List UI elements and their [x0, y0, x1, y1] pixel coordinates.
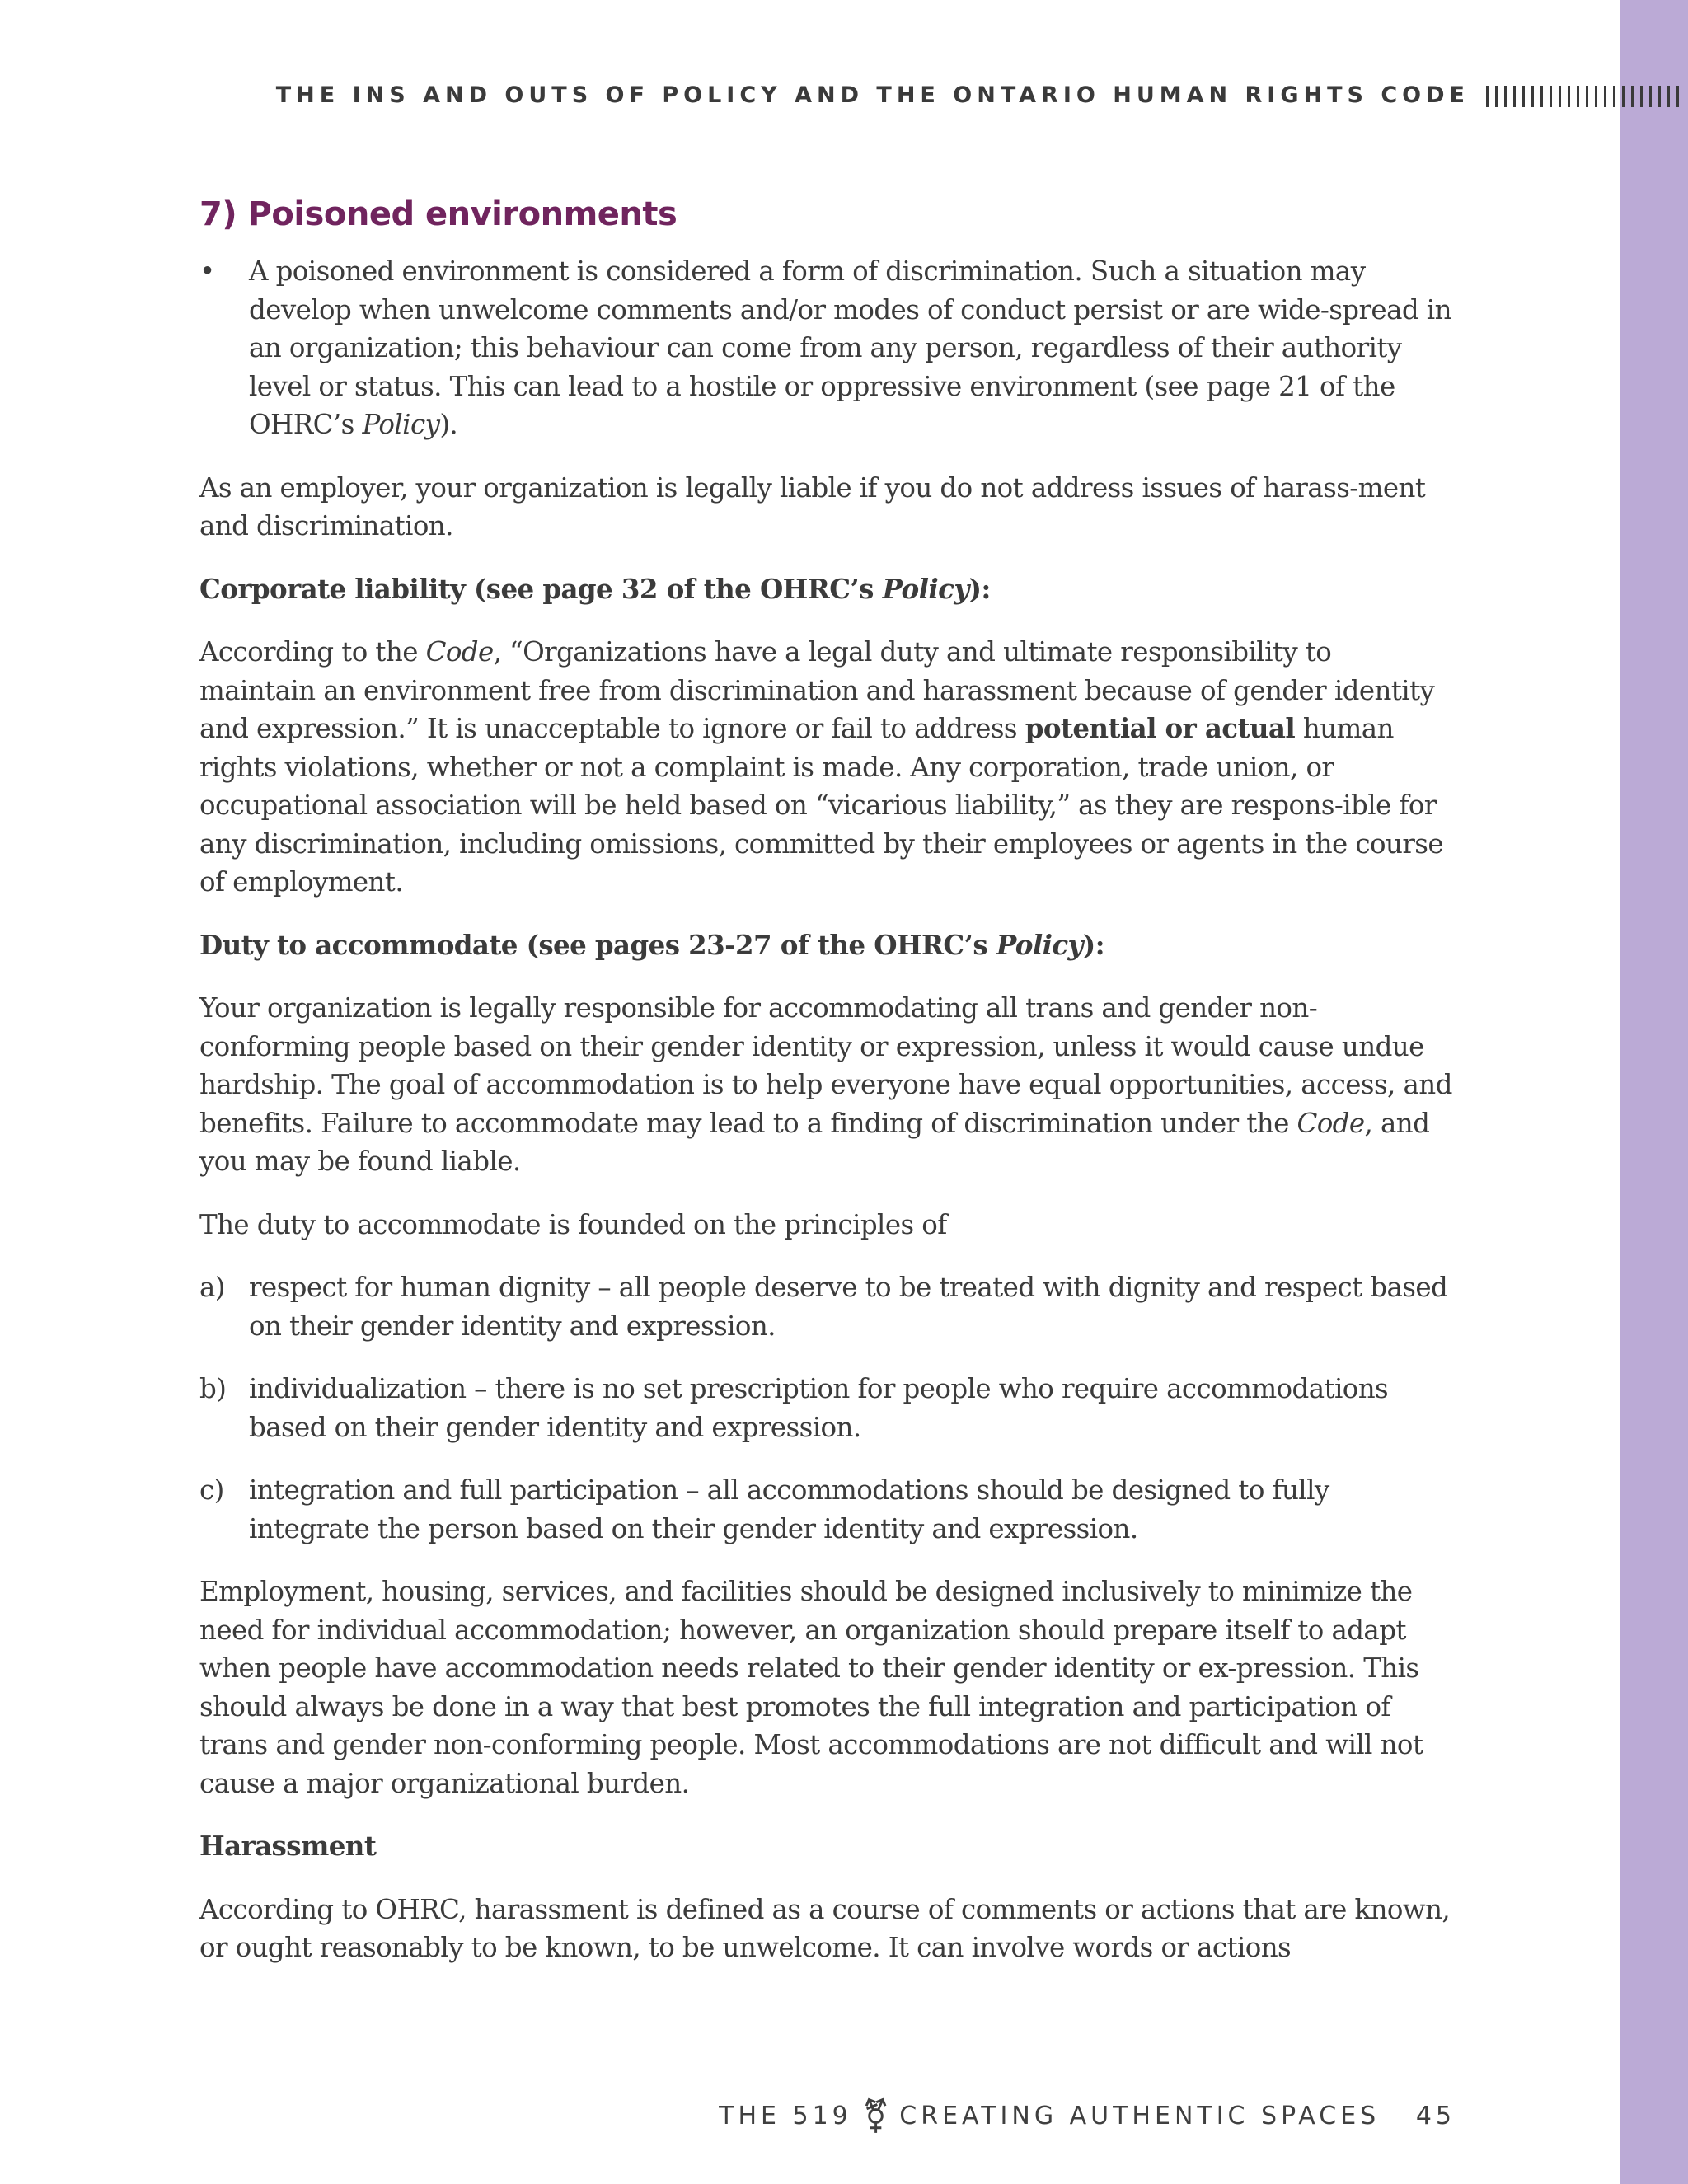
heading-duty-end: ): — [1082, 928, 1105, 961]
header-tick-marks — [1486, 86, 1684, 107]
paragraph-employment-inclusive: Employment, housing, services, and facilities should be designed inclusively to minimize the need for individual accommodation; however, an organization should prepare itself to adapt when people have accommodation needs related to their gender identity or ex-pression. This should always be done in a way that best promotes the full integration and participation of trans and gender non-conforming people. Most accommodations are not difficult and will not cause a major organizational burden. — [199, 1576, 1423, 1799]
list-item-text: respect for human dignity – all people deserve to be treated with dignity and respect based on their gender identity and expression. — [249, 1272, 1448, 1342]
corporate-text-a: According to the — [199, 636, 426, 668]
policy-italic: Policy — [996, 928, 1083, 961]
running-header: THE INS AND OUTS OF POLICY AND THE ONTARIO HUMAN RIGHTS CODE — [275, 82, 1470, 108]
bullet-text-end: ). — [439, 409, 458, 440]
code-italic: Code — [1296, 1107, 1365, 1139]
heading-duty-text: Duty to accommodate (see pages 23-27 of the OHRC’s — [199, 928, 996, 961]
policy-italic: Policy — [362, 409, 440, 440]
page-footer — [719, 2097, 1456, 2135]
corporate-bold: potential or actual — [1025, 712, 1296, 744]
footer-org: THE 519 — [719, 2102, 852, 2130]
paragraph-corporate-liability — [199, 633, 1452, 902]
paragraph-principles-intro: The duty to accommodate is founded on the principles of — [199, 1208, 947, 1240]
list-item — [199, 1370, 1452, 1446]
heading-corporate-liability — [199, 570, 1452, 609]
duty-text-b: , and you may be found liable. — [199, 1107, 1430, 1177]
corporate-text-b: , “Organizations have a legal duty and ultimate responsibility to maintain an environment free from discrimination and harassment because of gender identity and expression.” It is unacceptable to ignore or fail to address — [199, 636, 1435, 744]
heading-corporate-text: Corporate liability (see page 32 of the OHRC’s — [199, 572, 883, 605]
paragraph-duty-to-accommodate — [199, 989, 1452, 1181]
duty-text-a: Your organization is legally responsible for accommodating all trans and gender non-conforming people based on their gender identity or expression, unless it would cause undue hardship. The goal of accommodation is to help everyone have equal opportunities, access, and benefits. Failure to accommodate may lead to a finding of discrimination under the — [199, 992, 1452, 1139]
heading-harassment: Harassment — [199, 1830, 377, 1862]
page-number: 45 — [1415, 2102, 1456, 2130]
list-item — [199, 1471, 1452, 1548]
paragraph-harassment: According to OHRC, harassment is defined as a course of comments or actions that are known, or ought reasonably to be known, to be unwelcome. It can involve words or actions — [199, 1893, 1451, 1963]
list-item — [199, 1268, 1452, 1345]
list-item-text: integration and full participation – all accommodations should be designed to fully integrate the person based on their gender identity and expression. — [249, 1474, 1329, 1544]
corporate-text-c: human rights violations, whether or not a complaint is made. Any corporation, trade union, or occupational association will be held based on “vicarious liability,” as they are respons-ible for any discrimination, including omissions, committed by their employees or agents in the course of employment. — [199, 713, 1443, 898]
transgender-symbol-icon: ⚧ — [861, 2097, 890, 2135]
paragraph-employer-liability: As an employer, your organization is legally liable if you do not address issues of harass-ment and discrimination. — [199, 471, 1426, 541]
page-content — [199, 191, 1452, 1992]
list-marker: c) — [199, 1474, 224, 1506]
heading-duty-to-accommodate — [199, 926, 1452, 965]
list-item-text: individualization – there is no set prescription for people who require accommodations based on their gender identity and expression. — [249, 1373, 1389, 1443]
list-marker: a) — [199, 1272, 225, 1303]
list-marker: b) — [199, 1373, 227, 1404]
footer-publication: CREATING AUTHENTIC SPACES — [899, 2102, 1381, 2130]
heading-corporate-end: ): — [968, 572, 991, 605]
bullet-poisoned-environment — [199, 252, 1452, 444]
sidebar-color-band — [1620, 0, 1688, 2184]
section-title: 7) Poisoned environments — [199, 195, 678, 233]
bullet-text: A poisoned environment is considered a form of discrimination. Such a situation may develop when unwelcome comments and/or modes of conduct persist or are wide-spread in an organization; this behaviour can come from any person, regardless of their authority level or status. This can lead to a hostile or oppressive environment (see page 21 of the OHRC’s — [249, 255, 1451, 440]
code-italic: Code — [425, 636, 494, 668]
policy-italic: Policy — [882, 572, 969, 605]
